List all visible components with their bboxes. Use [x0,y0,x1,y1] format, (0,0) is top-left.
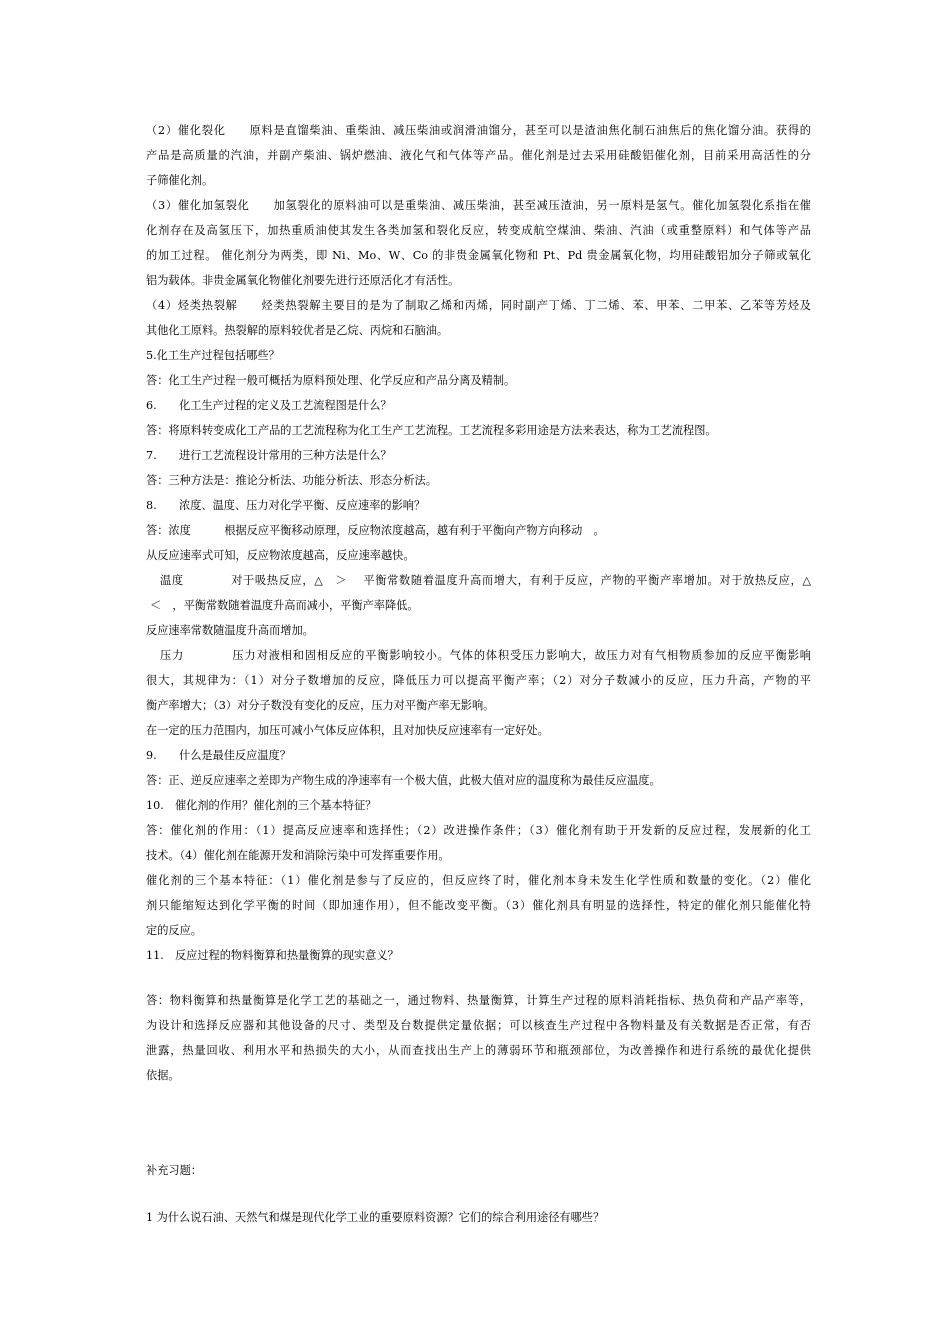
question-8: 8. 浓度、温度、压力对化学平衡、反应速率的影响？ [146,499,426,512]
question-10: 10. 催化剂的作用？催化剂的三个基本特征？ [146,799,377,812]
answer-5: 答：化工生产过程一般可概括为原料预处理、化学反应和产品分离及精制。 [146,374,516,387]
text-line: 的加工过程。 催化剂分为两类，即 Ni、Mo、W、Co 的非贵金属氧化物和 Pt、Pd 贵金属氧化物，均用硅酸铝加分子筛或氧化 [146,249,811,262]
text-line: 催化剂的三个基本特征：（1）催化剂是参与了反应的，但反应终了时，催化剂本身未发生化学性质和数量的变化。（2）催化 [146,874,811,887]
text-line: 反应速率常数随温度升高而增加。 [146,624,314,637]
text-line: 铝为载体。非贵金属氧化物催化剂要先进行还原活化才有活性。 [146,274,460,287]
text-line: 技术。（4）催化剂在能源开发和消除污染中可发挥重要作用。 [146,849,450,862]
supplementary-heading: 补充习题： [146,1164,202,1177]
text-line: 子筛催化剂。 [146,174,214,187]
question-5: 5.化工生产过程包括哪些？ [146,349,280,362]
text-line: 其他化工原料。热裂解的原料较优者是乙烷、丙烷和石脑油。 [146,324,449,337]
answer-6: 答：将原料转变成化工产品的工艺流程称为化工生产工艺流程。工艺流程多彩用途是方法来表达，称为工艺流程图。 [146,424,717,437]
answer-7: 答：三种方法是：推论分析法、功能分析法、形态分析法。 [146,474,437,487]
text-line: 从反应速率式可知，反应物浓度越高，反应速率越快。 [146,549,415,562]
text-line: 泄露，热量回收、利用水平和热损失的大小，从而查找出生产上的薄弱环节和瓶颈部位，为改善操作和进行系统的最优化提供 [146,1044,811,1057]
text-line: 为设计和选择反应器和其他设备的尺寸、类型及台数提供定量依据；可以核查生产过程中各物料量及有关数据是否正常，有否 [146,1019,811,1032]
answer-8-concentration: 答：浓度 根据反应平衡移动原理，反应物浓度越高，越有利于平衡向产物方向移动 。 [146,524,605,537]
text-line: 在一定的压力范围内，加压可减小气体反应体积，且对加快反应速率有一定好处。 [146,724,549,737]
text-line: （3）催化加氢裂化 加氢裂化的原料油可以是重柴油、减压柴油，甚至减压渣油，另一原料是氢气。催化加氢裂化系指在催 [146,199,811,212]
text-line: 剂只能缩短达到化学平衡的时间（即加速作用），但不能改变平衡。（3）催化剂具有明显的选择性，特定的催化剂只能催化特 [146,899,811,912]
answer-8-temperature: 温度 对于吸热反应，△ ＞ 平衡常数随着温度升高而增大，有利于反应，产物的平衡产率增加。对于放热反应，△ [160,574,811,587]
text-line: （2）催化裂化 原料是直馏柴油、重柴油、减压柴油或润滑油馏分，甚至可以是渣油焦化制石油焦后的焦化馏分油。获得的 [146,124,811,137]
text-line: 依据。 [146,1069,180,1082]
text-line: （4）烃类热裂解 烃类热裂解主要目的是为了制取乙烯和丙烯，同时副产丁烯、丁二烯、苯、甲苯、二甲苯、乙苯等芳烃及 [146,299,811,312]
text-line: 衡产率增大；（3）对分子数没有变化的反应，压力对平衡产率无影响。 [146,699,495,712]
answer-10: 答：催化剂的作用：（1）提高反应速率和选择性；（2）改进操作条件；（3）催化剂有助于开发新的反应过程，发展新的化工 [146,824,811,837]
text-line: 定的反应。 [146,924,202,937]
question-9: 9. 什么是最佳反应温度？ [146,749,291,762]
text-line: 产品是高质量的汽油，并副产柴油、锅炉燃油、液化气和气体等产品。催化剂是过去采用硅酸铝催化剂，目前采用高活性的分 [146,149,811,162]
question-6: 6. 化工生产过程的定义及工艺流程图是什么？ [146,399,392,412]
answer-11: 答：物料衡算和热量衡算是化学工艺的基础之一，通过物料、热量衡算，计算生产过程的原料消耗指标、热负荷和产品产率等， [146,994,811,1007]
question-11: 11. 反应过程的物料衡算和热量衡算的现实意义？ [146,949,399,962]
text-line: 化剂存在及高氢压下，加热重质油使其发生各类加氢和裂化反应，转变成航空煤油、柴油、汽油（或重整原料）和气体等产品 [146,224,811,237]
supplementary-question-1: 1 为什么说石油、天然气和煤是现代化学工业的重要原料资源？它们的综合利用途径有哪些？ [146,1211,605,1224]
text-line: 很大，其规律为：（1）对分子数增加的反应，降低压力可以提高平衡产率；（2）对分子数减小的反应，压力升高，产物的平 [146,674,811,687]
answer-9: 答：正、逆反应速率之差即为产物生成的净速率有一个极大值，此极大值对应的温度称为最佳反应温度。 [146,774,661,787]
answer-8-pressure: 压力 压力对液相和固相反应的平衡影响较小。气体的体积受压力影响大，故压力对有气相物质参加的反应平衡影响 [160,649,811,662]
text-line: ＜ ，平衡常数随着温度升高而减小，平衡产率降低。 [150,599,419,612]
question-7: 7. 进行工艺流程设计常用的三种方法是什么？ [146,449,392,462]
